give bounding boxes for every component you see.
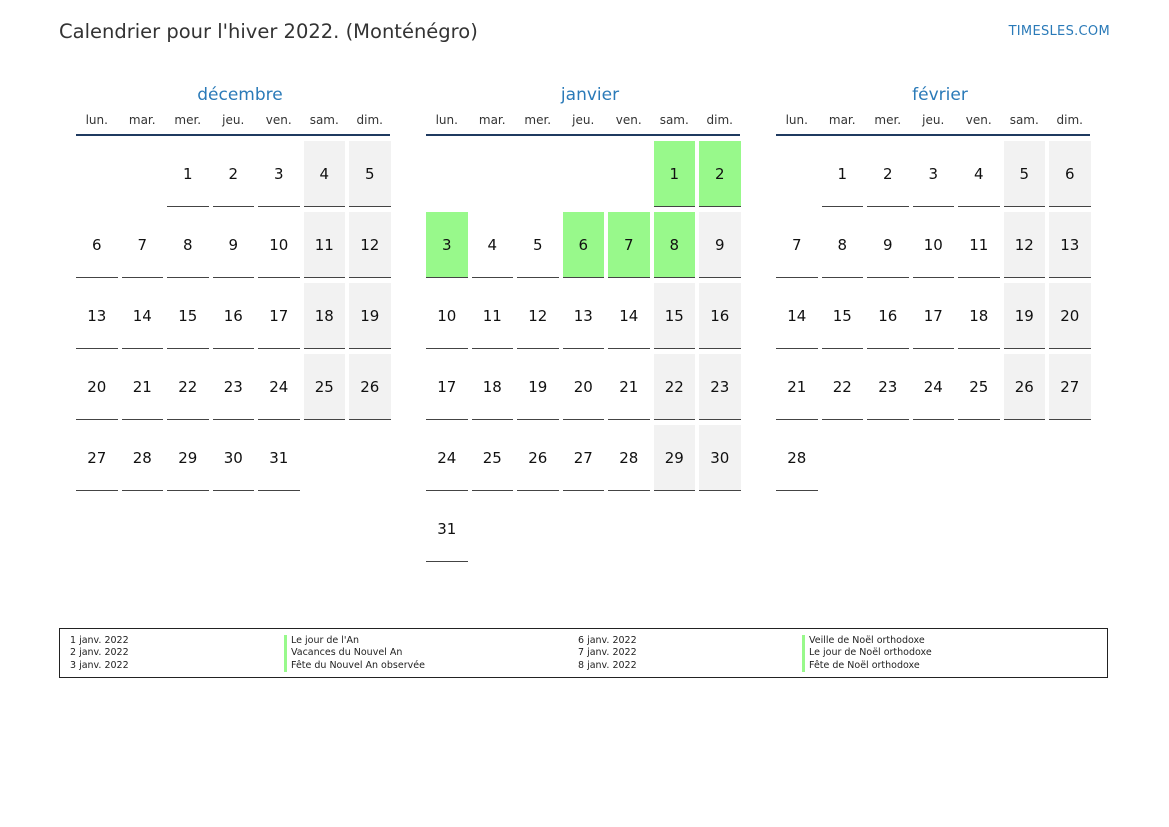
day-cell: 27 (1049, 354, 1091, 420)
day-cell: 22 (654, 354, 696, 420)
day-cell: 8 (167, 212, 209, 278)
weekday-label: mer. (524, 113, 552, 127)
day-cell: 28 (122, 425, 164, 491)
day-cell: 15 (822, 283, 864, 349)
day-cell: 10 (258, 212, 300, 278)
day-cell: 1 (822, 141, 864, 207)
day-cell: 10 (913, 212, 955, 278)
month-name: décembre (197, 85, 283, 105)
day-cell: 20 (1049, 283, 1091, 349)
empty-day-cell (472, 141, 514, 207)
day-cell: 29 (654, 425, 696, 491)
day-cell: 18 (304, 283, 346, 349)
day-cell: 6 (1049, 141, 1091, 207)
month-january (430, 82, 750, 562)
day-cell: 14 (608, 283, 650, 349)
day-cell: 2 (867, 141, 909, 207)
day-grid (776, 141, 1100, 491)
day-cell: 21 (122, 354, 164, 420)
legend-holiday-name: Fête du Nouvel An observée (284, 660, 425, 672)
holiday-day-cell: 8 (654, 212, 696, 278)
month-name: janvier (560, 85, 620, 105)
weekday-label: dim. (706, 113, 733, 127)
legend-left-names (284, 635, 425, 672)
day-cell: 13 (76, 283, 118, 349)
day-cell: 12 (349, 212, 391, 278)
day-cell: 31 (426, 496, 468, 562)
day-cell: 9 (867, 212, 909, 278)
day-cell: 29 (167, 425, 209, 491)
header-rule (426, 134, 740, 136)
legend-date: 8 janv. 2022 (578, 659, 637, 671)
day-cell: 19 (1004, 283, 1046, 349)
weekday-header (426, 108, 750, 130)
weekday-label: lun. (435, 113, 458, 127)
day-cell: 1 (167, 141, 209, 207)
day-cell: 24 (426, 425, 468, 491)
legend-holiday-name: Le jour de Noël orthodoxe (802, 647, 932, 659)
page-title: Calendrier pour l'hiver 2022. (Monténégro) (59, 20, 478, 43)
day-cell: 14 (776, 283, 818, 349)
holiday-day-cell: 3 (426, 212, 468, 278)
day-cell: 23 (213, 354, 255, 420)
day-cell: 27 (563, 425, 605, 491)
site-link[interactable]: TIMESLES.COM (1008, 24, 1110, 39)
weekday-label: lun. (785, 113, 808, 127)
legend-holiday-name: Le jour de l'An (284, 635, 425, 647)
holiday-day-cell: 6 (563, 212, 605, 278)
weekday-label: mar. (828, 113, 856, 127)
day-cell: 26 (1004, 354, 1046, 420)
empty-day-cell (608, 141, 650, 207)
weekday-label: mer. (874, 113, 902, 127)
day-cell: 16 (699, 283, 741, 349)
day-cell: 10 (426, 283, 468, 349)
day-cell: 26 (517, 425, 559, 491)
weekday-label: mer. (174, 113, 202, 127)
day-cell: 22 (822, 354, 864, 420)
weekday-label: jeu. (922, 113, 945, 127)
day-grid (76, 141, 400, 491)
day-cell: 14 (122, 283, 164, 349)
day-cell: 31 (258, 425, 300, 491)
header-rule (76, 134, 390, 136)
day-cell: 4 (958, 141, 1000, 207)
weekday-label: dim. (356, 113, 383, 127)
day-cell: 20 (76, 354, 118, 420)
legend-holiday-name: Veille de Noël orthodoxe (802, 635, 932, 647)
weekday-label: jeu. (222, 113, 245, 127)
day-cell: 9 (213, 212, 255, 278)
empty-day-cell (517, 141, 559, 207)
day-cell: 16 (213, 283, 255, 349)
legend-right-names (802, 635, 932, 672)
day-cell: 23 (867, 354, 909, 420)
day-cell: 15 (167, 283, 209, 349)
day-cell: 5 (349, 141, 391, 207)
month-name: février (912, 85, 968, 105)
empty-day-cell (563, 141, 605, 207)
weekday-label: sam. (309, 113, 339, 127)
weekday-label: sam. (1009, 113, 1039, 127)
day-cell: 11 (958, 212, 1000, 278)
weekday-label: ven. (615, 113, 642, 127)
day-cell: 12 (517, 283, 559, 349)
legend-right-dates (578, 635, 637, 672)
day-cell: 9 (699, 212, 741, 278)
legend-date: 7 janv. 2022 (578, 647, 637, 659)
day-cell: 19 (349, 283, 391, 349)
weekday-label: ven. (965, 113, 992, 127)
holiday-legend (59, 628, 1108, 678)
weekday-label: jeu. (572, 113, 595, 127)
legend-holiday-name: Fête de Noël orthodoxe (802, 660, 932, 672)
day-cell: 17 (258, 283, 300, 349)
legend-holiday-name: Vacances du Nouvel An (284, 647, 425, 659)
day-cell: 23 (699, 354, 741, 420)
day-cell: 7 (122, 212, 164, 278)
weekday-header (76, 108, 400, 130)
weekday-label: mar. (128, 113, 156, 127)
day-cell: 5 (517, 212, 559, 278)
day-cell: 13 (563, 283, 605, 349)
empty-day-cell (426, 141, 468, 207)
header-rule (776, 134, 1090, 136)
day-cell: 17 (426, 354, 468, 420)
day-cell: 27 (76, 425, 118, 491)
day-cell: 3 (913, 141, 955, 207)
day-cell: 24 (258, 354, 300, 420)
day-cell: 3 (258, 141, 300, 207)
day-cell: 28 (608, 425, 650, 491)
weekday-label: sam. (659, 113, 689, 127)
day-cell: 21 (776, 354, 818, 420)
day-cell: 8 (822, 212, 864, 278)
holiday-day-cell: 1 (654, 141, 696, 207)
day-cell: 30 (213, 425, 255, 491)
day-cell: 11 (304, 212, 346, 278)
holiday-day-cell: 7 (608, 212, 650, 278)
day-cell: 25 (304, 354, 346, 420)
month-december (80, 82, 400, 491)
day-cell: 4 (472, 212, 514, 278)
day-cell: 26 (349, 354, 391, 420)
day-cell: 11 (472, 283, 514, 349)
day-cell: 22 (167, 354, 209, 420)
day-cell: 16 (867, 283, 909, 349)
legend-date: 1 janv. 2022 (70, 635, 129, 646)
weekday-label: ven. (265, 113, 292, 127)
legend-date: 2 janv. 2022 (70, 647, 129, 659)
day-cell: 2 (213, 141, 255, 207)
day-cell: 25 (958, 354, 1000, 420)
day-cell: 24 (913, 354, 955, 420)
day-cell: 4 (304, 141, 346, 207)
day-cell: 25 (472, 425, 514, 491)
legend-left-dates (70, 635, 129, 672)
empty-day-cell (76, 141, 118, 207)
day-cell: 7 (776, 212, 818, 278)
day-cell: 20 (563, 354, 605, 420)
day-grid (426, 141, 750, 562)
day-cell: 28 (776, 425, 818, 491)
day-cell: 21 (608, 354, 650, 420)
day-cell: 12 (1004, 212, 1046, 278)
weekday-header (776, 108, 1100, 130)
weekday-label: lun. (85, 113, 108, 127)
month-february (780, 82, 1100, 491)
holiday-day-cell: 2 (699, 141, 741, 207)
day-cell: 15 (654, 283, 696, 349)
empty-day-cell (776, 141, 818, 207)
empty-day-cell (122, 141, 164, 207)
day-cell: 5 (1004, 141, 1046, 207)
day-cell: 18 (958, 283, 1000, 349)
weekday-label: mar. (478, 113, 506, 127)
day-cell: 6 (76, 212, 118, 278)
day-cell: 18 (472, 354, 514, 420)
day-cell: 17 (913, 283, 955, 349)
legend-date: 6 janv. 2022 (578, 635, 637, 646)
day-cell: 13 (1049, 212, 1091, 278)
weekday-label: dim. (1056, 113, 1083, 127)
day-cell: 30 (699, 425, 741, 491)
day-cell: 19 (517, 354, 559, 420)
legend-date: 3 janv. 2022 (70, 659, 129, 671)
